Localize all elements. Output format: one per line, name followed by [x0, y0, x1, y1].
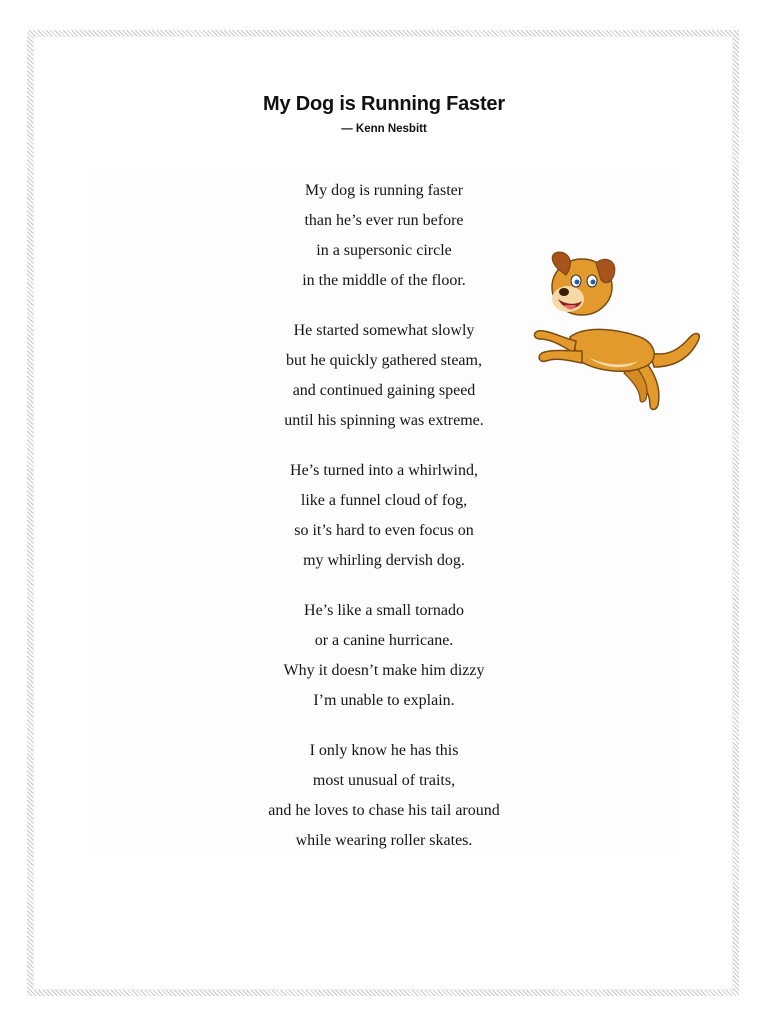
cartoon-dog-icon — [530, 245, 708, 415]
poem-author: — Kenn Nesbitt — [341, 123, 427, 135]
poem-line: I only know he has this — [309, 742, 459, 759]
poem-line: so it’s hard to even focus on — [294, 522, 474, 539]
poem-line: I’m unable to explain. — [313, 692, 455, 709]
poem-line: in a supersonic circle — [316, 242, 452, 259]
poem-line: He’s turned into a whirlwind, — [290, 462, 478, 479]
poem-line: My dog is running faster — [304, 182, 464, 199]
poem-line: but he quickly gathered steam, — [286, 352, 482, 369]
stanza-4 — [0, 596, 768, 716]
stanza-3 — [0, 456, 768, 576]
poem-line: while wearing roller skates. — [295, 832, 473, 849]
poem-line: most unusual of traits, — [312, 772, 456, 789]
dog-ear-left — [552, 252, 570, 275]
poem-line: in the middle of the floor. — [302, 272, 466, 289]
poem-line: my whirling dervish dog. — [303, 552, 465, 569]
poem-line: or a canine hurricane. — [314, 632, 454, 649]
stanza-5 — [0, 736, 768, 856]
poem-line: Why it doesn’t make him dizzy — [283, 662, 485, 679]
dog-tail — [650, 334, 699, 367]
poem-line: He’s like a small tornado — [304, 602, 464, 619]
poem-line: and continued gaining speed — [292, 382, 476, 399]
poem-line: until his spinning was extreme. — [284, 412, 484, 429]
poem-line: like a funnel cloud of fog, — [300, 492, 468, 509]
poem-title: My Dog is Running Faster — [263, 93, 505, 115]
poem-line: and he loves to chase his tail around — [268, 802, 500, 819]
dog-front-leg — [534, 331, 576, 353]
dog-nose — [559, 288, 569, 296]
poem-line: than he’s ever run before — [304, 212, 464, 229]
dog-front-leg-far — [539, 351, 582, 364]
poem-line: He started somewhat slowly — [293, 322, 475, 339]
